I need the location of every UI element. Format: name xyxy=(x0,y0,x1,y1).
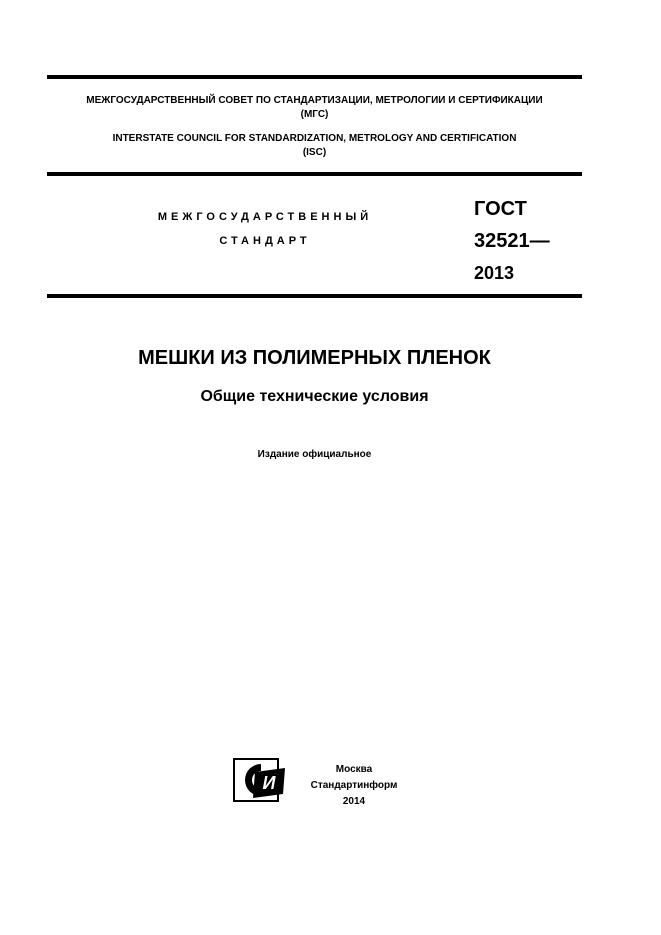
bottom-divider xyxy=(47,294,582,298)
council-abbr-ru: (МГС) xyxy=(300,109,329,120)
council-name-en: INTERSTATE COUNCIL FOR STANDARDIZATION, METROLOGY AND CERTIFICATION xyxy=(112,133,517,144)
edition-note: Издание официальное xyxy=(257,449,372,460)
imprint-block xyxy=(302,762,406,810)
standartinform-logo-icon xyxy=(233,758,288,803)
imprint-year: 2014 xyxy=(342,796,366,807)
council-ru-block xyxy=(47,94,582,122)
gost-number: 32521— xyxy=(474,230,550,252)
standard-kind-line2: СТАНДАРТ xyxy=(219,235,311,247)
imprint-publisher: Стандартинформ xyxy=(310,780,398,791)
standard-kind-line1: МЕЖГОСУДАРСТВЕННЫЙ xyxy=(157,211,373,223)
top-divider xyxy=(47,75,582,79)
council-abbr-en: (ISC) xyxy=(302,147,327,158)
middle-divider xyxy=(47,172,582,176)
standartinform-logo-svg xyxy=(233,758,288,803)
gost-label: ГОСТ xyxy=(474,198,527,220)
document-subtitle: Общие технические условия xyxy=(200,388,429,405)
council-en-block xyxy=(47,132,582,160)
svg-text:И: И xyxy=(262,773,276,793)
gost-designation xyxy=(474,193,550,289)
council-name-ru: МЕЖГОСУДАРСТВЕННЫЙ СОВЕТ ПО СТАНДАРТИЗАЦИИ, МЕТРОЛОГИИ И СЕРТИФИКАЦИИ xyxy=(86,95,543,106)
gost-year: 2013 xyxy=(474,263,515,283)
document-title: МЕШКИ ИЗ ПОЛИМЕРНЫХ ПЛЕНОК xyxy=(138,347,491,369)
imprint-city: Москва xyxy=(335,764,373,775)
